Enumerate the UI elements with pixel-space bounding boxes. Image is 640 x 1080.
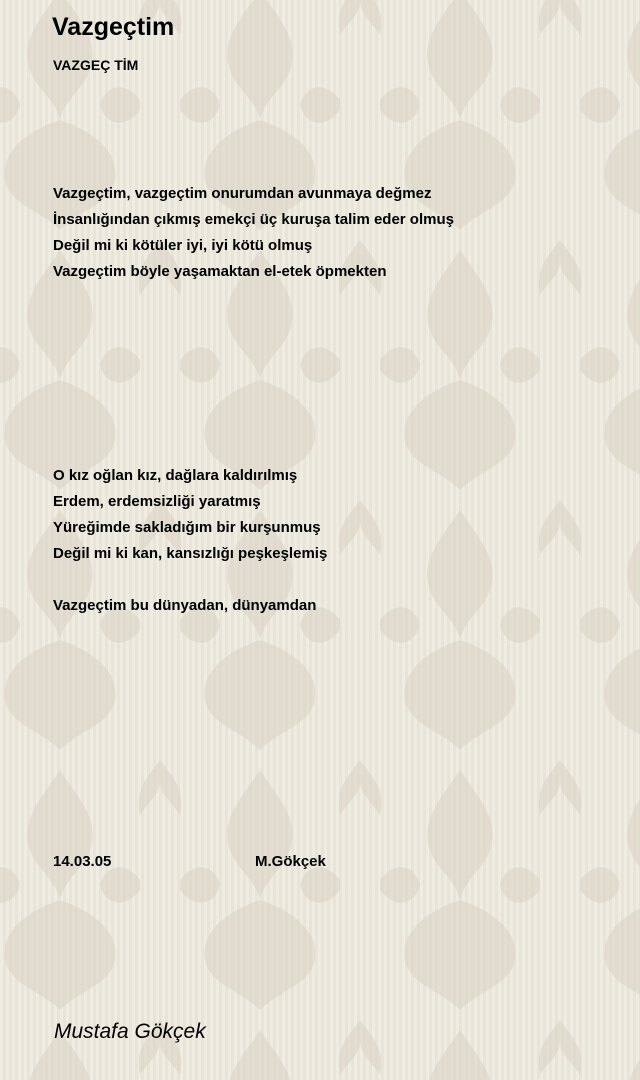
poem-line: İnsanlığından çıkmış emekçi üç kuruşa talim eder olmuş	[53, 211, 454, 228]
author-name: Mustafa Gökçek	[54, 1020, 206, 1043]
poem-line: Değil mi ki kan, kansızlığı peşkeşlemiş	[53, 545, 328, 562]
poem-line: Erdem, erdemsizliği yaratmış	[53, 493, 261, 510]
poem-subtitle: VAZGEÇ TİM	[53, 57, 139, 73]
poem-line: O kız oğlan kız, dağlara kaldırılmış	[53, 467, 298, 484]
poem-line: Vazgeçtim böyle yaşamaktan el-etek öpmekten	[53, 263, 387, 280]
poem-line: Yüreğimde sakladığım bir kurşunmuş	[53, 519, 321, 536]
poem-line: Vazgeçtim, vazgeçtim onurumdan avunmaya değmez	[53, 185, 432, 202]
stanza-3	[53, 593, 316, 619]
poem-title: Vazgeçtim	[52, 13, 175, 41]
stanza-1	[53, 181, 454, 285]
signature-date: 14.03.05	[53, 853, 112, 870]
signature-name: M.Gökçek	[255, 853, 326, 870]
poem-line: Değil mi ki kötüler iyi, iyi kötü olmuş	[53, 237, 313, 254]
poem-line: Vazgeçtim bu dünyadan, dünyamdan	[53, 597, 317, 614]
stanza-2	[53, 463, 327, 567]
